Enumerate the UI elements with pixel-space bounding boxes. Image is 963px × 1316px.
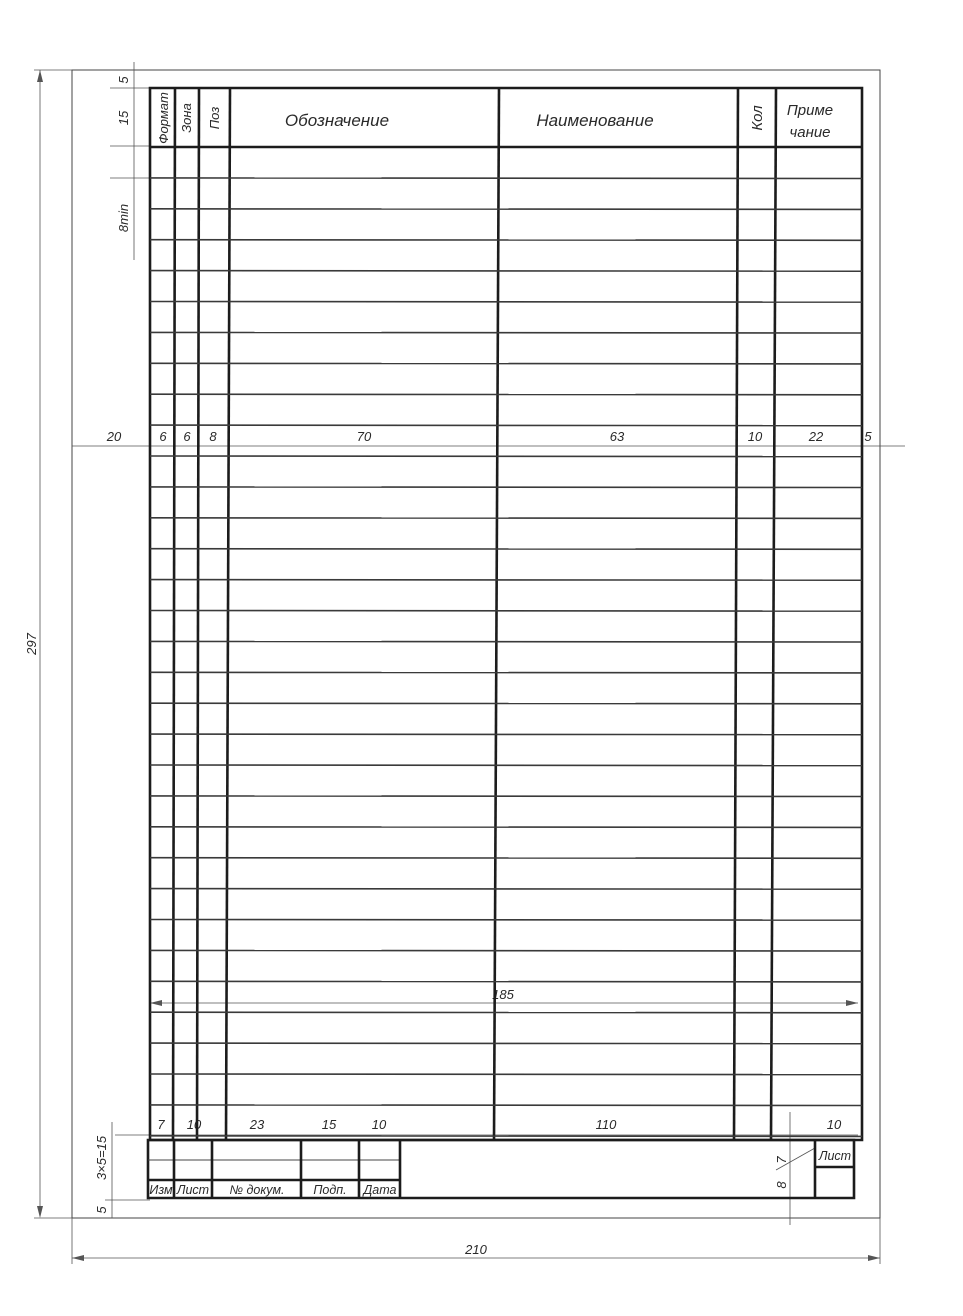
dim-tb-list: 10 xyxy=(186,1117,202,1132)
table-row-line xyxy=(150,981,862,982)
table-row-line xyxy=(150,858,862,859)
dim-tb-sheet-num-h: 8 xyxy=(774,1181,789,1189)
table-row-line xyxy=(150,394,862,395)
dim-tb-izm: 7 xyxy=(157,1117,165,1132)
dim-col-pos: 8 xyxy=(209,429,217,444)
dim-col-format: 6 xyxy=(159,429,167,444)
dim-tb-sheet-label-h: 7 xyxy=(774,1156,789,1164)
dim-col-designation: 70 xyxy=(356,429,372,444)
header-pos: Поз xyxy=(207,106,222,130)
dim-tb-sign: 15 xyxy=(321,1117,337,1132)
table-row-line xyxy=(150,271,862,272)
table-row-line xyxy=(150,518,862,519)
dim-col-name: 63 xyxy=(609,429,625,444)
dim-row-height: 8min xyxy=(116,203,131,233)
tb-label-list: Лист xyxy=(176,1183,210,1197)
table-row-line xyxy=(150,1074,862,1075)
dim-table-width: 185 xyxy=(492,987,514,1002)
col-sep-pos-designation xyxy=(226,88,230,1140)
table-row-line xyxy=(150,549,862,550)
header-designation: Обозначение xyxy=(284,111,390,130)
tb-label-date: Дата xyxy=(363,1183,397,1197)
table-row-line xyxy=(150,1136,862,1137)
table-row-line xyxy=(150,611,862,612)
table-row-line xyxy=(150,456,862,457)
table-row-line xyxy=(150,1043,862,1044)
dim-header-height: 15 xyxy=(116,110,131,126)
table-row-line xyxy=(150,1012,862,1013)
table-row-line xyxy=(150,1105,862,1106)
dim-bottom-margin: 5 xyxy=(94,1206,109,1214)
table-row-line xyxy=(150,765,862,766)
header-zone: Зона xyxy=(179,103,194,133)
table-row-line xyxy=(150,363,862,364)
table-row-line xyxy=(150,178,862,179)
table-row-line xyxy=(150,950,862,951)
dim-tb-sheet: 10 xyxy=(826,1117,842,1132)
dim-tb-doc: 23 xyxy=(249,1117,265,1132)
spec-table xyxy=(150,88,862,1140)
table-row-line xyxy=(150,796,862,797)
table-row-line xyxy=(150,240,862,241)
dim-col-qty: 10 xyxy=(747,429,763,444)
header-format: Формат xyxy=(156,92,171,144)
dim-tb-main: 110 xyxy=(595,1117,617,1132)
table-row-line xyxy=(150,734,862,735)
table-row-line xyxy=(150,425,862,426)
header-note-line2: чание xyxy=(789,124,831,141)
dim-right-margin: 5 xyxy=(864,429,872,444)
dim-col-zone: 6 xyxy=(183,429,191,444)
tb-label-doc-no: № докум. xyxy=(229,1183,285,1197)
table-row-line xyxy=(150,920,862,921)
dim-top-margin: 5 xyxy=(116,76,131,84)
table-row-line xyxy=(150,580,862,581)
dim-left-margin: 20 xyxy=(106,429,122,444)
tb-label-sign: Подп. xyxy=(313,1183,347,1197)
col-sep-zone-pos xyxy=(197,88,199,1140)
header-name: Наименование xyxy=(536,111,654,130)
table-row-line xyxy=(150,487,862,488)
col-sep-format-zone xyxy=(173,88,175,1140)
dim-tb-date: 10 xyxy=(371,1117,387,1132)
table-row-line xyxy=(150,672,862,673)
table-row-line xyxy=(150,889,862,890)
dim-col-note: 22 xyxy=(808,429,824,444)
header-qty: Кол xyxy=(749,105,766,131)
table-row-line xyxy=(150,641,862,642)
table-row-line xyxy=(150,209,862,210)
dim-sheet-width: 210 xyxy=(465,1242,487,1257)
table-row-line xyxy=(150,703,862,704)
sheet-outline xyxy=(72,70,880,1218)
dim-sheet-height: 297 xyxy=(24,633,39,655)
dim-tb-rows: 3×5=15 xyxy=(94,1135,109,1181)
tb-label-sheet: Лист xyxy=(818,1149,852,1163)
table-row-line xyxy=(150,302,862,303)
table-row-line xyxy=(150,827,862,828)
table-row-line xyxy=(150,332,862,333)
header-note-line1: Приме xyxy=(786,102,834,119)
title-block xyxy=(148,1140,854,1198)
tb-label-izm: Изм xyxy=(149,1183,173,1197)
